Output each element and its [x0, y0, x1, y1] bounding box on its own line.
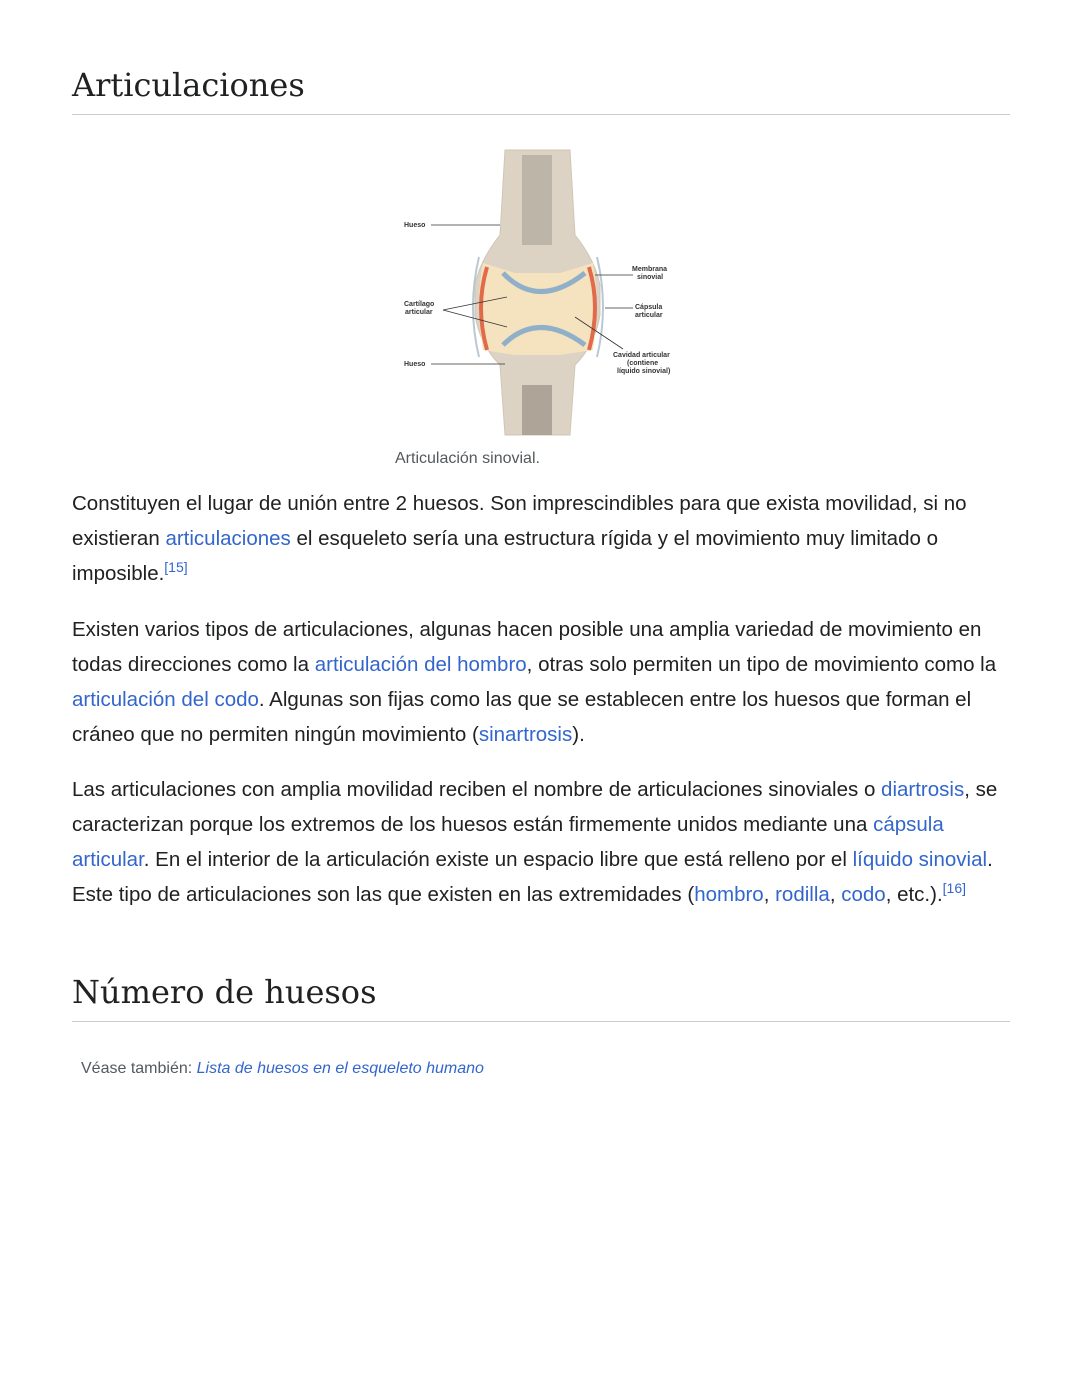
label-membrana-1: Membrana	[632, 266, 668, 273]
see-also-prefix: Véase también:	[81, 1060, 197, 1077]
link-rodilla[interactable]: rodilla	[775, 883, 830, 906]
link-articulaciones[interactable]: articulaciones	[165, 527, 291, 550]
text: . En el interior de la articulación existe un espacio libre que está relleno por el	[143, 848, 853, 871]
text: Existen varios tipos de articulaciones, algunas hacen posible una amplia variedad de movimiento en todas direcciones como la	[72, 618, 982, 676]
paragraph-3	[72, 772, 1010, 912]
reference-16[interactable]: [16]	[942, 880, 967, 897]
link-capsula-articular[interactable]: cápsula articular	[72, 813, 944, 871]
link-sinartrosis[interactable]: sinartrosis	[478, 723, 573, 746]
label-hueso-top: Hueso	[404, 222, 426, 229]
text: ,	[829, 883, 842, 906]
label-cavidad-2: (contiene	[627, 360, 659, 367]
label-hueso-bottom: Hueso	[404, 361, 426, 368]
paragraph-1	[72, 486, 1010, 591]
link-lista-de-huesos[interactable]: Lista de huesos en el esqueleto humano	[196, 1060, 484, 1077]
link-diartrosis[interactable]: diartrosis	[881, 778, 965, 801]
label-capsula-2: articular	[635, 312, 663, 319]
synovial-joint-diagram	[395, 145, 685, 445]
text: ).	[572, 723, 585, 746]
link-articulacion-hombro[interactable]: articulación del hombro	[314, 653, 527, 676]
link-codo[interactable]: codo	[841, 883, 886, 906]
text: ,	[763, 883, 776, 906]
label-cartilago-1: Cartílago	[404, 301, 435, 308]
section-heading-articulaciones: Articulaciones	[72, 66, 1010, 115]
text: . Este tipo de articulaciones son las que existen en las extremidades (	[72, 848, 993, 906]
section-heading-numero-de-huesos: Número de huesos	[72, 973, 1010, 1022]
text: Constituyen el lugar de unión entre 2 huesos. Son imprescindibles para que exista movilidad, si no existieran	[72, 492, 967, 550]
text: , se caracterizan porque los extremos de los huesos están firmemente unidos mediante una	[72, 778, 998, 836]
paragraph-2	[72, 612, 1010, 752]
link-articulacion-codo[interactable]: articulación del codo	[72, 688, 259, 711]
text: Las articulaciones con amplia movilidad reciben el nombre de articulaciones sinoviales o	[72, 778, 882, 801]
label-cavidad-3: líquido sinovial)	[617, 368, 671, 375]
reference-15[interactable]: [15]	[164, 559, 188, 576]
text: el esqueleto sería una estructura rígida y el movimiento muy limitado o imposible.	[72, 527, 938, 585]
label-capsula-1: Cápsula	[635, 304, 663, 311]
link-hombro[interactable]: hombro	[694, 883, 764, 906]
text: , etc.).	[885, 883, 943, 906]
label-cartilago-2: articular	[405, 309, 433, 316]
link-liquido-sinovial[interactable]: líquido sinovial	[852, 848, 988, 871]
see-also-note	[81, 1060, 484, 1078]
label-membrana-2: sinovial	[637, 274, 664, 281]
text: , otras solo permiten un tipo de movimiento como la	[526, 653, 997, 676]
figure-caption: Articulación sinovial.	[395, 450, 540, 467]
text: . Algunas son fijas como las que se establecen entre los huesos que forman el cráneo que no permiten ningún movimiento (	[72, 688, 972, 746]
label-cavidad-1: Cavidad articular	[613, 352, 670, 359]
